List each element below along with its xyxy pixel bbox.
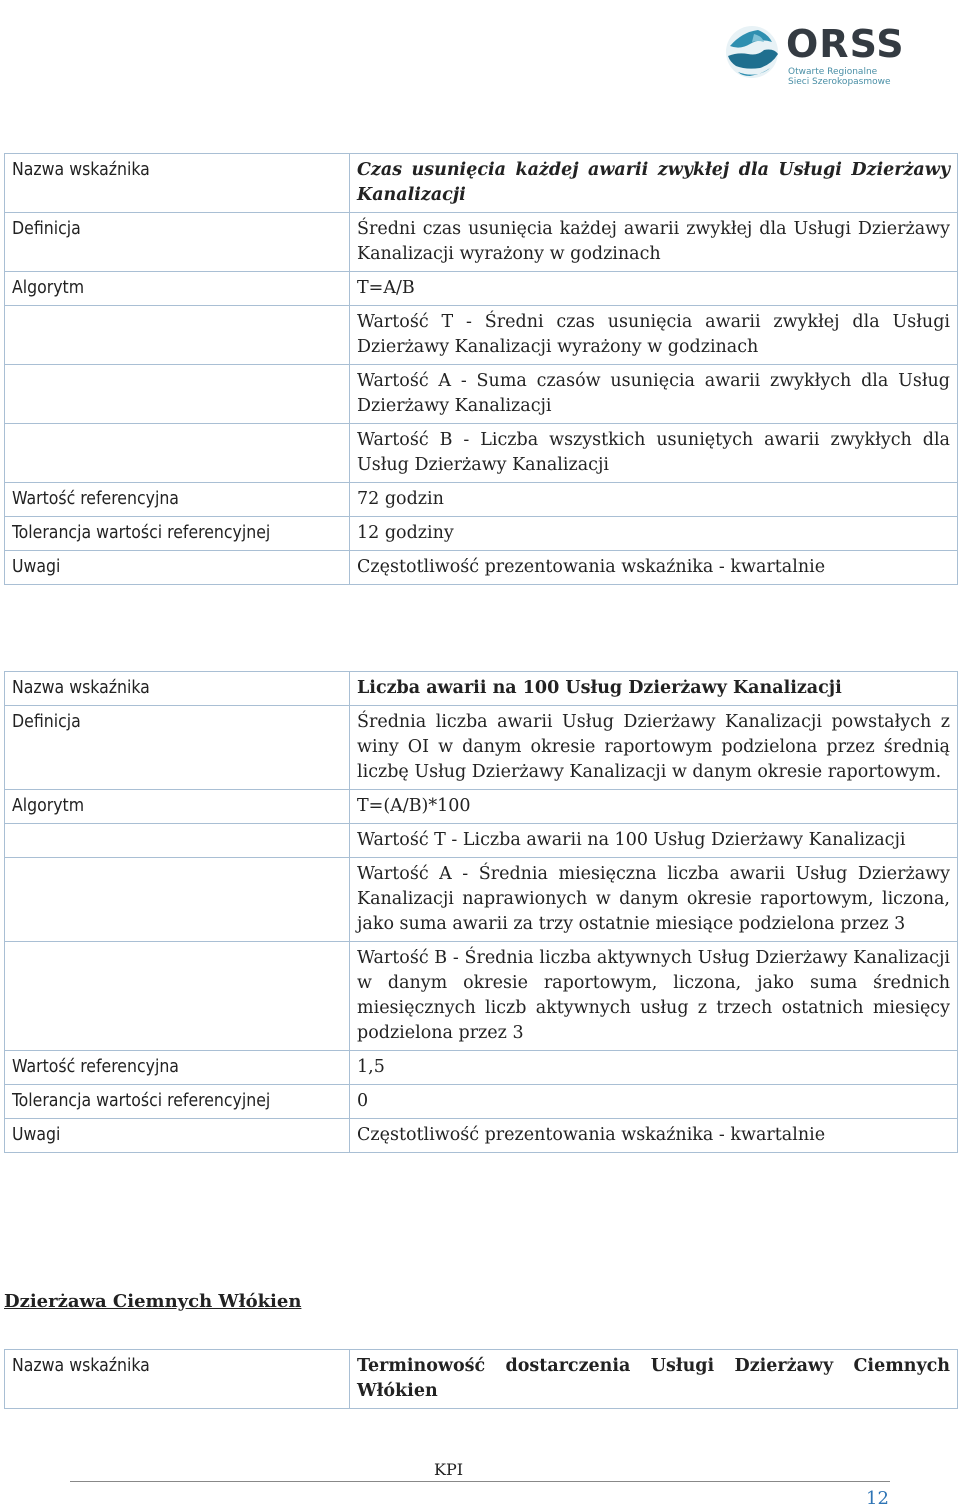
row-label: Nazwa wskaźnika: [5, 672, 350, 706]
row-value: Wartość B - Średnia liczba aktywnych Usług Dzierżawy Kanalizacji w danym okresie raportowym, liczona, jako suma średnich miesięcznych liczb aktywnych usług z trzech ostatnich miesięcy podzielona przez 3: [350, 942, 958, 1051]
row-label: Algorytm: [5, 790, 350, 824]
table-row: [5, 272, 958, 306]
row-value: Wartość T - Średni czas usunięcia awarii zwykłej dla Usługi Dzierżawy Kanalizacji wyrażony w godzinach: [350, 306, 958, 365]
kpi-table-2: [4, 671, 958, 1153]
table-row: [5, 706, 958, 790]
row-label: [5, 858, 350, 942]
table-row: [5, 1119, 958, 1153]
table-row: [5, 424, 958, 483]
row-value: Wartość A - Suma czasów usunięcia awarii zwykłych dla Usług Dzierżawy Kanalizacji: [350, 365, 958, 424]
row-value: Średnia liczba awarii Usług Dzierżawy Kanalizacji powstałych z winy OI w danym okresie raportowym podzielona przez średnią liczbę Usług Dzierżawy Kanalizacji w danym okresie raportowym.: [350, 706, 958, 790]
row-label: Algorytm: [5, 272, 350, 306]
row-value: Wartość B - Liczba wszystkich usuniętych awarii zwykłych dla Usług Dzierżawy Kanalizacji: [350, 424, 958, 483]
table-row: [5, 154, 958, 213]
row-value: T=A/B: [350, 272, 958, 306]
row-value: 72 godzin: [350, 483, 958, 517]
kpi-table-1: [4, 153, 958, 585]
table-row: [5, 790, 958, 824]
orss-logo: [712, 18, 912, 98]
table-row: [5, 551, 958, 585]
row-value: T=(A/B)*100: [350, 790, 958, 824]
row-value: Częstotliwość prezentowania wskaźnika - kwartalnie: [350, 1119, 958, 1153]
logo-wordmark: ORSS: [786, 22, 905, 66]
row-label: [5, 424, 350, 483]
table-row: [5, 483, 958, 517]
row-label: Nazwa wskaźnika: [5, 1350, 350, 1409]
row-value: Częstotliwość prezentowania wskaźnika - kwartalnie: [350, 551, 958, 585]
row-value: 1,5: [350, 1051, 958, 1085]
row-label: Tolerancja wartości referencyjnej: [5, 517, 350, 551]
logo-subtitle-line2: Sieci Szerokopasmowe: [788, 77, 891, 87]
table-row: [5, 942, 958, 1051]
footer-label: KPI: [434, 1460, 464, 1479]
row-value: Wartość T - Liczba awarii na 100 Usług Dzierżawy Kanalizacji: [350, 824, 958, 858]
row-value: 0: [350, 1085, 958, 1119]
table-row: [5, 365, 958, 424]
globe-icon: [724, 24, 780, 80]
row-label: Wartość referencyjna: [5, 483, 350, 517]
row-label: [5, 365, 350, 424]
row-label: [5, 306, 350, 365]
section-heading: Dzierżawa Ciemnych Włókien: [4, 1291, 302, 1312]
row-value: 12 godziny: [350, 517, 958, 551]
row-label: Wartość referencyjna: [5, 1051, 350, 1085]
row-value: Średni czas usunięcia każdej awarii zwykłej dla Usługi Dzierżawy Kanalizacji wyrażony w godzinach: [350, 213, 958, 272]
row-label: Nazwa wskaźnika: [5, 154, 350, 213]
row-label: Tolerancja wartości referencyjnej: [5, 1085, 350, 1119]
table-row: [5, 213, 958, 272]
indicator-name: Liczba awarii na 100 Usług Dzierżawy Kanalizacji: [350, 672, 958, 706]
table-row: [5, 1350, 958, 1409]
row-label: Uwagi: [5, 1119, 350, 1153]
table-row: [5, 858, 958, 942]
row-label: [5, 824, 350, 858]
footer-divider: [70, 1481, 890, 1482]
table-row: [5, 824, 958, 858]
table-row: [5, 306, 958, 365]
page-number: 12: [866, 1488, 889, 1509]
kpi-table-3: [4, 1349, 958, 1409]
logo-subtitle-line1: Otwarte Regionalne: [788, 67, 878, 77]
table-row: [5, 517, 958, 551]
row-label: Definicja: [5, 706, 350, 790]
row-label: Uwagi: [5, 551, 350, 585]
table-row: [5, 672, 958, 706]
row-label: Definicja: [5, 213, 350, 272]
row-value: Wartość A - Średnia miesięczna liczba awarii Usług Dzierżawy Kanalizacji naprawionych w danym okresie raportowym, liczona, jako suma awarii za trzy ostatnie miesiące podzielona przez 3: [350, 858, 958, 942]
indicator-name: Czas usunięcia każdej awarii zwykłej dla Usługi Dzierżawy Kanalizacji: [350, 154, 958, 213]
row-label: [5, 942, 350, 1051]
table-row: [5, 1085, 958, 1119]
indicator-name: Terminowość dostarczenia Usługi Dzierżawy Ciemnych Włókien: [350, 1350, 958, 1409]
table-row: [5, 1051, 958, 1085]
